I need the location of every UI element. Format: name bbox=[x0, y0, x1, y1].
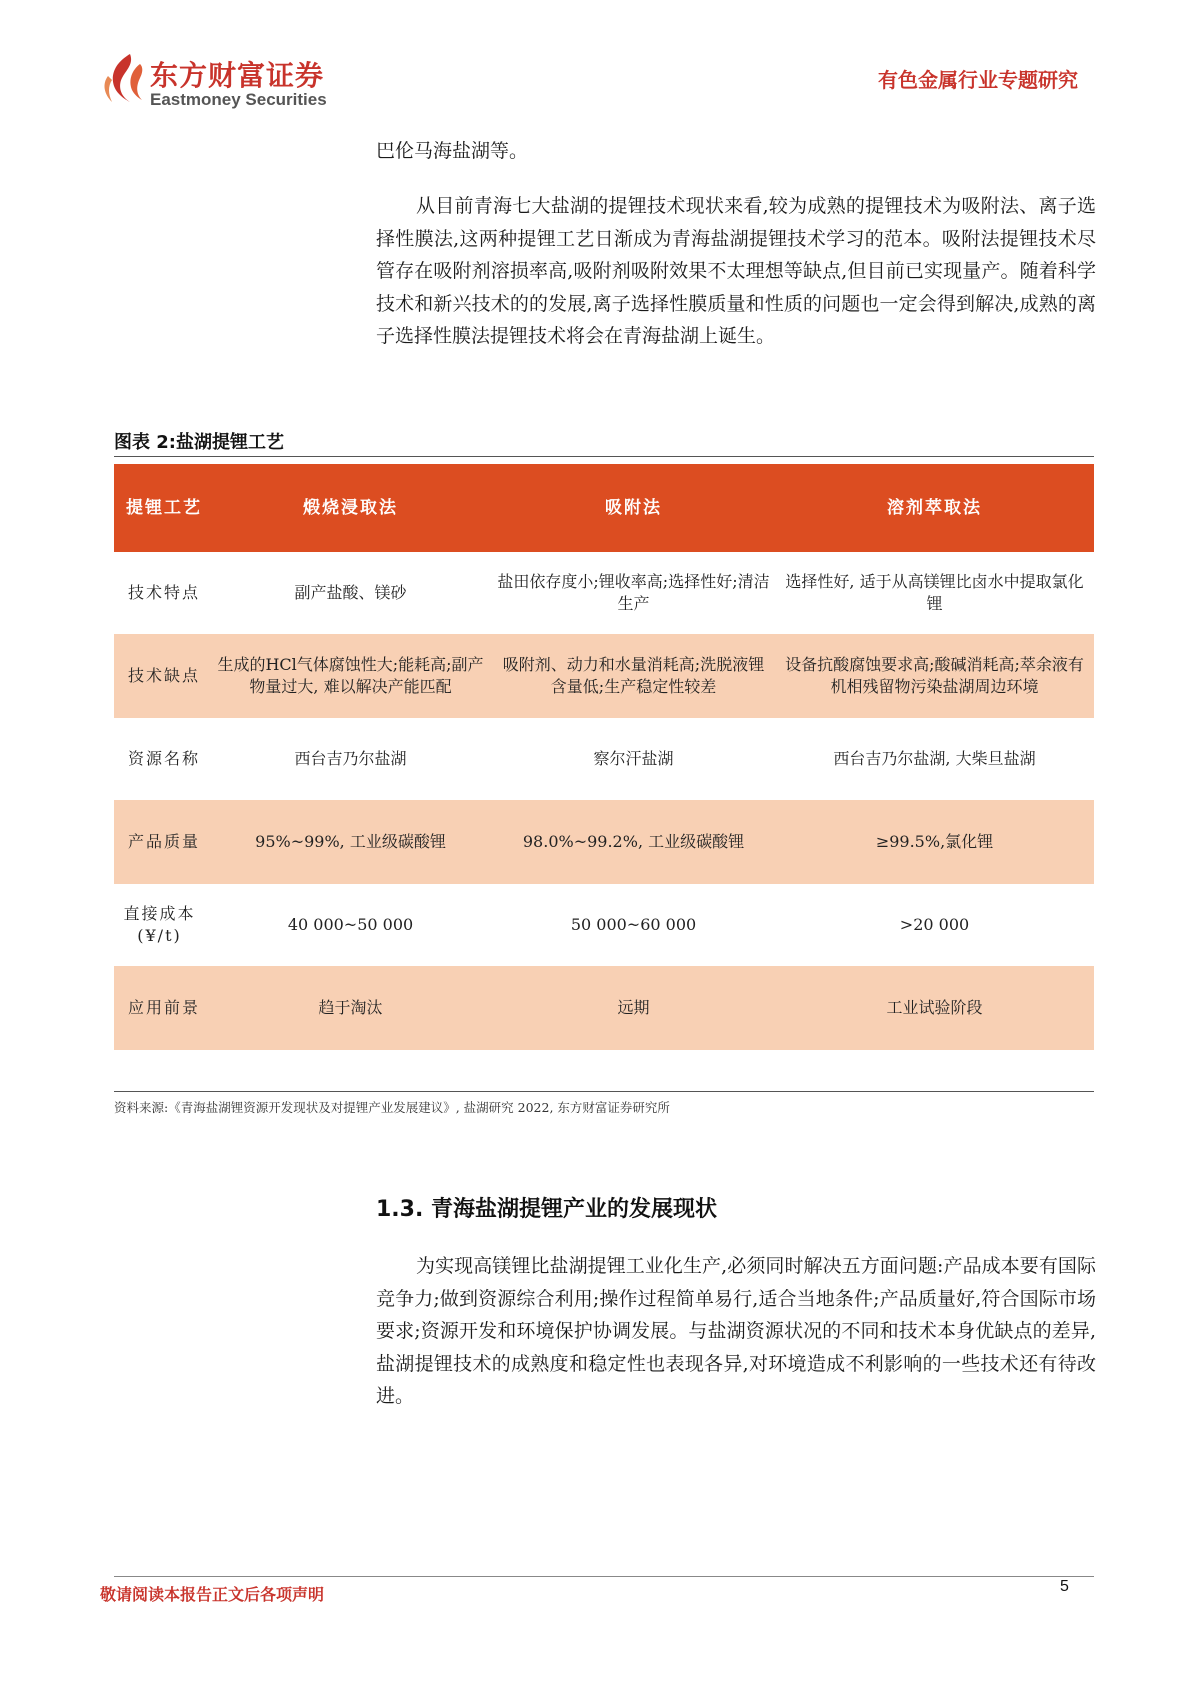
table-cell: 生成的HCl气体腐蚀性大;能耗高;副产物量过大, 难以解决产能匹配 bbox=[209, 634, 492, 718]
table-cell: 50 000~60 000 bbox=[492, 884, 775, 966]
row-label: 应用前景 bbox=[114, 966, 209, 1050]
table-row bbox=[114, 718, 1094, 800]
row-label-line: 直接成本 bbox=[123, 904, 196, 923]
paragraph-adsorption: 从目前青海七大盐湖的提锂技术现状来看,较为成熟的提锂技术为吸附法、离子选择性膜法,这两种提锂工艺日渐成为青海盐湖提锂技术学习的范本。吸附法提锂技术尽管存在吸附剂溶损率高,吸附剂吸附效果不太理想等缺点,但目前已实现量产。随着科学技术和新兴技术的的发展,离子选择性膜质量和性质的问题也一定会得到解决,成熟的离子选择性膜法提锂技术将会在青海盐湖上诞生。 bbox=[376, 195, 1096, 347]
figure-source: 资料来源:《青海盐湖锂资源开发现状及对提锂产业发展建议》, 盐湖研究 2022, 东方财富证券研究所 bbox=[114, 1100, 670, 1115]
table-cell: ≥99.5%,氯化锂 bbox=[775, 800, 1094, 884]
table-cell: >20 000 bbox=[775, 884, 1094, 966]
table-cell: 盐田依存度小;锂收率高;选择性好;清洁生产 bbox=[492, 552, 775, 634]
eastmoney-logo bbox=[100, 52, 350, 112]
table-row bbox=[114, 800, 1094, 884]
logo-english-name: Eastmoney Securities bbox=[150, 90, 327, 109]
table-cell: 95%~99%, 工业级碳酸锂 bbox=[209, 800, 492, 884]
table-header-cell: 溶剂萃取法 bbox=[775, 464, 1094, 552]
section-paragraph: 为实现高镁锂比盐湖提锂工业化生产,必须同时解决五方面问题:产品成本要有国际竞争力;做到资源综合利用;操作过程简单易行,适合当地条件;产品质量好,符合国际市场要求;资源开发和环境保护协调发展。与盐湖资源状况的不同和技术本身优缺点的差异,盐湖提锂技术的成熟度和稳定性也表现各异,对环境造成不利影响的一些技术还有待改进。 bbox=[376, 1255, 1096, 1407]
table-cell: 40 000~50 000 bbox=[209, 884, 492, 966]
table-cell: 西台吉乃尔盐湖, 大柴旦盐湖 bbox=[775, 718, 1094, 800]
figure-bottom-rule bbox=[114, 1091, 1094, 1092]
logo-chinese-name: 东方财富证券 bbox=[150, 59, 325, 92]
table-cell: 西台吉乃尔盐湖 bbox=[209, 718, 492, 800]
table-header-cell: 吸附法 bbox=[492, 464, 775, 552]
table-row bbox=[114, 634, 1094, 718]
table-header-row bbox=[114, 464, 1094, 552]
table-header-cell: 煅烧浸取法 bbox=[209, 464, 492, 552]
row-label-line: (¥/t) bbox=[137, 926, 182, 945]
table-row bbox=[114, 552, 1094, 634]
row-label bbox=[114, 884, 209, 966]
table-cell: 副产盐酸、镁砂 bbox=[209, 552, 492, 634]
page-header bbox=[0, 0, 1190, 120]
table-header-cell: 提锂工艺 bbox=[114, 464, 209, 552]
footer-rule bbox=[114, 1576, 1094, 1577]
table-row bbox=[114, 884, 1094, 966]
figure-title: 图表 2:盐湖提锂工艺 bbox=[114, 432, 284, 453]
table-cell: 98.0%~99.2%, 工业级碳酸锂 bbox=[492, 800, 775, 884]
page-number: 5 bbox=[1060, 1578, 1069, 1595]
footer-disclaimer: 敬请阅读本报告正文后各项声明 bbox=[100, 1585, 325, 1604]
table-cell: 远期 bbox=[492, 966, 775, 1050]
table-cell: 吸附剂、动力和水量消耗高;洗脱液锂含量低;生产稳定性较差 bbox=[492, 634, 775, 718]
lithium-process-table bbox=[114, 464, 1094, 1050]
row-label: 技术缺点 bbox=[114, 634, 209, 718]
table-row bbox=[114, 966, 1094, 1050]
table-cell: 选择性好, 适于从高镁锂比卤水中提取氯化锂 bbox=[775, 552, 1094, 634]
section-title: 1.3. 青海盐湖提锂产业的发展现状 bbox=[376, 1197, 717, 1222]
paragraph-continuation: 巴伦马海盐湖等。 bbox=[376, 140, 529, 162]
row-label: 技术特点 bbox=[114, 552, 209, 634]
table-cell: 设备抗酸腐蚀要求高;酸碱消耗高;萃余液有机相残留物污染盐湖周边环境 bbox=[775, 634, 1094, 718]
flame-logo-icon bbox=[100, 52, 146, 104]
row-label: 产品质量 bbox=[114, 800, 209, 884]
figure-top-rule bbox=[114, 456, 1094, 457]
row-label: 资源名称 bbox=[114, 718, 209, 800]
report-type: 有色金属行业专题研究 bbox=[878, 68, 1078, 92]
table-cell: 趋于淘汰 bbox=[209, 966, 492, 1050]
table-cell: 工业试验阶段 bbox=[775, 966, 1094, 1050]
table-cell: 察尔汗盐湖 bbox=[492, 718, 775, 800]
